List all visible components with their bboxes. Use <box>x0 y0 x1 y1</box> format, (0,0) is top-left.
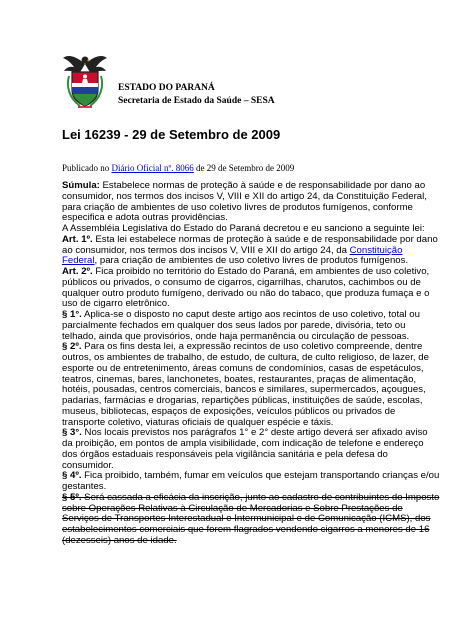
secretariat-name: Secretaria de Estado da Saúde – SESA <box>118 95 275 106</box>
paragraph-4-label: § 4º. <box>62 470 82 482</box>
publication-suffix: de 29 de Setembro de 2009 <box>193 163 295 173</box>
agency-block <box>118 82 275 107</box>
article-2-text: Fica proibido no território do Estado do Paraná, em ambientes de uso coletivo, públicos ou privados, o consumo de cigarros, cigarrilhas, charutos, cachimbos ou de qualquer outro produto fumígeno, derivado ou não do tabaco, que produza fumaça e o uso de cigarro eletrônico. <box>62 266 430 310</box>
article-2-label: Art. 2º. <box>62 266 93 277</box>
constituicao-federal-link[interactable]: Constituição Federal <box>62 244 403 267</box>
article-1-text: Esta lei estabelece normas de proteção à saúde e de responsabilidade por dano ao consumidor, nos termos dos incisos V, VIII e XII do artigo 24, da <box>62 233 438 256</box>
paragraph-4-text: Fica proibido, também, fumar em veículos que estejam transportando crianças e/ou gestantes. <box>62 470 440 492</box>
paragraph-3-text: Nos locais previstos nos parágrafos 1° e 2° deste artigo deverá ser afixado aviso da proibição, em pontos de ampla visibilidade, com indicação de telefone e endereço dos órgãos estaduais responsáveis pela vigilância sanitária e pela defesa do consumidor. <box>62 427 428 471</box>
paragraph-1-label: § 1°. <box>62 309 82 320</box>
parana-coat-of-arms-icon <box>62 52 108 110</box>
state-name: ESTADO DO PARANÁ <box>118 83 215 93</box>
paragraph-5-label: § 5º. <box>62 491 82 503</box>
law-body <box>62 181 440 547</box>
paragraph-1-text: Aplica-se o disposto no caput deste artigo aos recintos de uso coletivo, total ou parcialmente fechados em qualquer dos seus lados por parede, divisória, teto ou telhado, ainda que provisórios, onde haja permanência ou circulação de pessoas. <box>62 309 420 342</box>
page-title: Lei 16239 - 29 de Setembro de 2009 <box>62 127 281 142</box>
article-1-label: Art. 1º. <box>62 233 93 245</box>
publication-line <box>62 163 294 173</box>
paragraph-1 <box>62 310 440 342</box>
paragraph-3 <box>62 428 440 471</box>
decree-paragraph: A Assembléia Legislativa do Estado do Paraná decretou e eu sanciono a seguinte lei: <box>62 223 425 234</box>
article-2 <box>62 267 440 310</box>
summary-text: Estabelece normas de proteção à saúde e de responsabilidade por dano ao consumidor, nos termos dos incisos V, VIII e XII do artigo 24, da Constituição Federal, para criação de ambientes de uso coletivo livres de produtos fumígenos, conforme especifica e adota outras providências. <box>62 180 427 224</box>
diario-oficial-link[interactable]: Diário Oficial nº. 8066 <box>111 163 194 173</box>
paragraph-2 <box>62 342 440 428</box>
article-1-after: , para criação de ambientes de uso coletivo livres de produtos fumígenos. <box>94 255 409 267</box>
publication-prefix: Publicado no <box>62 163 112 173</box>
article-1 <box>62 235 440 267</box>
paragraph-4 <box>62 471 440 493</box>
summary-paragraph <box>62 181 440 224</box>
paragraph-5-revoked <box>62 493 440 547</box>
paragraph-3-label: § 3°. <box>62 427 82 439</box>
document-header <box>62 52 422 112</box>
summary-label: Súmula: <box>62 180 100 191</box>
paragraph-5-text: Será cassada a eficácia da inscrição, junto ao cadastro de contribuintes do Imposto sobre Operações Relativas à Circulação de Mercadorias e Sobre Prestações de Serviços de Transportes Interestadual e Intermunicipal e de Comunicação (ICMS), dos estabelecimentos comerciais que forem flagrados vendendo cigarros a menores de 16 (dezesseis) anos de idade. <box>62 491 440 546</box>
paragraph-2-text: Para os fins desta lei, a expressão recintos de uso coletivo compreende, dentre outros, os ambientes de trabalho, de estudo, de cultura, de culto religioso, de lazer, de esporte ou de entretenimento, áreas comuns de condomínios, casas de espetáculos, teatros, cinemas, bares, lanchonetes, boates, restaurantes, praças de alimentação, hotéis, pousadas, centros comerciais, bancos e similares, supermercados, açougues, padarias, farmácias e drogarias, repartições públicas, instituições de saúde, escolas, museus, bibliotecas, espaços de exposições, veículos públicos ou privados de transporte coletivo, viaturas oficiais de qualquer espécie e táxis. <box>62 341 429 428</box>
paragraph-2-label: § 2º. <box>62 341 82 353</box>
